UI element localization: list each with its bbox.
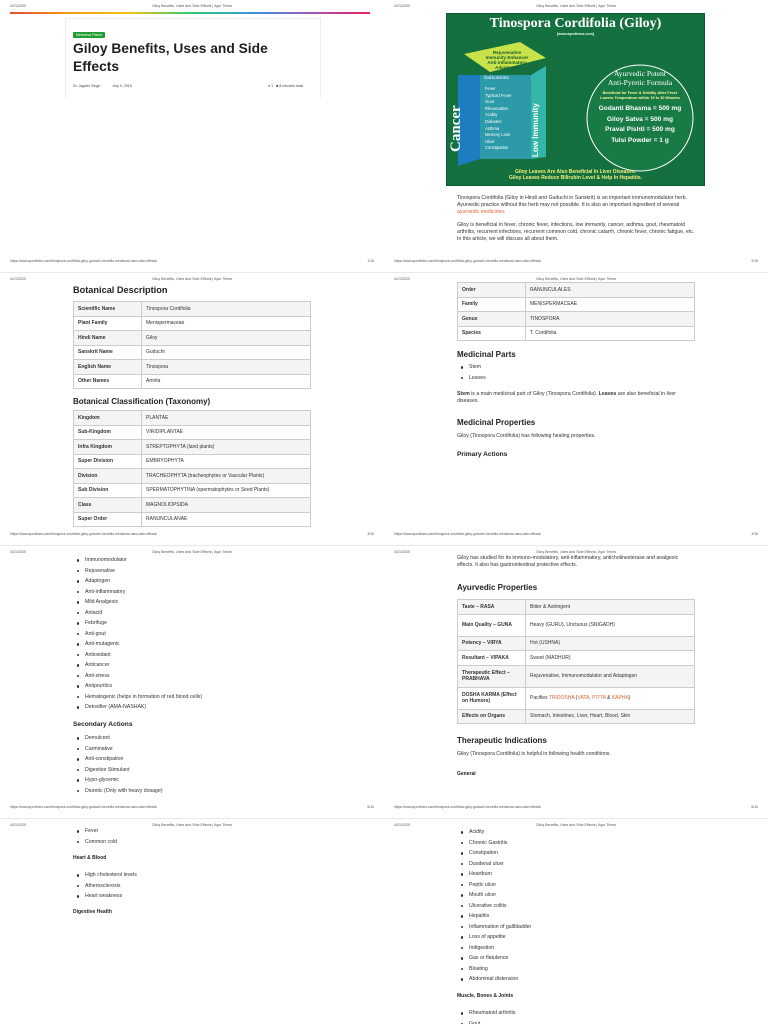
page-number: 4/16	[751, 532, 758, 536]
digestive-list: Acidity Chronic Gastritis Constipation Duodenal ulcer Heartburn Peptic ulcer Mouth ulcer Ulcerative colitis Hepatitis Inflammation of gallbladder Loss of appetite Indigestion Gas or flatulence Bloating Abdominal distension	[457, 827, 531, 985]
author-name[interactable]: Dr. Jagdev Singh	[73, 84, 101, 88]
print-date: 4/21/2020	[394, 550, 410, 554]
page-8	[384, 819, 768, 1024]
print-title: Giloy Benefits, Uses and Side Effects | Ayur Times	[535, 277, 617, 281]
print-date: 4/21/2020	[10, 550, 26, 554]
muscle-bones-list: Rheumatoid arthritis Gout	[457, 1008, 515, 1024]
print-url: https://www.ayurtimes.com/tinospora-cordifolia-giloy-guduchi-benefits-medicinal-uses-side-effects/	[10, 805, 158, 809]
page-4	[384, 273, 768, 546]
indications-list: Fever Typhoid Fever Gout Rheumatism Acidity Diabetes Asthma Memory Loss Ulcer Constipation	[485, 86, 512, 151]
taxonomy-table-continued: Order RANUNCULALES Family MENISPERMACEAE Genus TINOSPORA Species T. Cordifolia	[457, 282, 695, 341]
page-6	[384, 546, 768, 819]
indications-title: Indications	[484, 75, 509, 81]
ayurvedic-properties-table: Taste – RASA Bitter & Astringent Main Quality – GUNA Heavy (GURU), Unctuous (SNIGADH) Potency – VIRYA Hot (USHNA) Resultant – VIPAKA Sweet (MADHUR) Therapeutic Effect – PRABHAVA Rejuvenative, Immunomodulator and Adaptogen DOSHA KARMA (Effect on Humors) Pacifies TRIDOSHA (VATA, PITTA & KAPHA) Effects on Organs Stomach, Intestines, Liver, Heart, Blood, Skin	[457, 599, 695, 724]
ayurvedic-medicines-link[interactable]: ayurvedic medicines	[457, 209, 504, 216]
taxonomy-heading: Botanical Classification (Taxonomy)	[73, 397, 211, 406]
print-date: 4/21/2020	[394, 4, 410, 8]
botanical-table: Scientific Name Tinospora Cordifolia Plant Family Menispermaceae Hindi Name Giloy Sanskrit Name Guduchi English Name Tinospora Other Names Amrita	[73, 301, 311, 389]
cancer-label: Cancer	[448, 105, 464, 152]
clock-icon: ■	[276, 84, 279, 88]
print-url: https://www.ayurtimes.com/tinospora-cordifolia-giloy-guduchi-benefits-medicinal-uses-side-effects/	[394, 259, 542, 263]
vata-link[interactable]: VATA	[577, 695, 590, 701]
ayurvedic-properties-heading: Ayurvedic Properties	[457, 583, 538, 592]
page-number: 1/16	[367, 259, 374, 263]
intro-text: Tinospora Cordifolia (Giloy in Hindi and Guduchi in Sanskrit) is an important immunomodulator herb. Ayurvedic practice without this herb may not possible. It is also an important ingredient of several ayurvedic medicines. Giloy is beneficial in fever, chronic fever, infections, low immunity, cancer, asthma, gout, rheumatoid arthritis, recurrent infections, recurrent common cold, chronic catarrh, chronic fever, chronic fatigue, etc. In this article, we will discuss all about them.	[457, 195, 695, 243]
print-date: 4/21/2020	[10, 277, 26, 281]
rainbow-bar	[10, 12, 370, 14]
poster-site: [www.ayurtimes.com]	[556, 32, 594, 36]
print-url: https://www.ayurtimes.com/tinospora-cordifolia-giloy-guduchi-benefits-medicinal-uses-side-effects/	[394, 805, 542, 809]
page-number: 2/16	[751, 259, 758, 263]
page-3	[0, 273, 384, 546]
medicinal-parts-text: Stem is a main medicinal part of Giloy (Tinospora Cordifolia). Leaves are also beneficial in liver diseases.	[457, 391, 676, 405]
medicinal-properties-heading: Medicinal Properties	[457, 418, 536, 427]
page-5	[0, 546, 384, 819]
low-immunity-label: Low Immunity	[531, 103, 540, 157]
print-date: 4/21/2020	[394, 823, 410, 827]
formula-text: Ayurvedic Potent Anti-Pyretic Formula Beneficial for Fever & Debility After Fever Lowers Temperature within 15 to 30 Minutes Godanti Bhasma = 500 mg Giloy Satva = 500 mg Praval Pishti = 500 mg Tulsi Powder = 1 g	[598, 69, 682, 144]
print-title: Giloy Benefits, Uses and Side Effects | Ayur Times	[535, 823, 617, 827]
secondary-actions-list: Demulcent Carminative Anti-constipation Digestive Stimulant Hypo-glycemic Diuretic (Only with heavy dosage)	[73, 733, 163, 796]
top-actions: Rejuvenative Immunity Enhancer Anti-inflammatory Adaptogen	[485, 50, 529, 70]
print-url: https://www.ayurtimes.com/tinospora-cordifolia-giloy-guduchi-benefits-medicinal-uses-side-effects/	[10, 259, 158, 263]
therapeutic-indications-heading: Therapeutic Indications	[457, 736, 547, 745]
article-heading: Giloy Benefits, Uses and Side Effects	[73, 41, 268, 74]
print-url: https://www.ayurtimes.com/tinospora-cordifolia-giloy-guduchi-benefits-medicinal-uses-side-effects/	[394, 532, 542, 536]
therapeutic-text: Giloy (Tinospora Cordifolia) is helpful in following health conditions.	[457, 751, 611, 757]
page-7	[0, 819, 384, 1024]
print-title: Giloy Benefits, Uses and Side Effects | Ayur Times	[535, 4, 617, 8]
properties-text: Giloy (Tinospora Cordifolia) has following healing properties.	[457, 433, 596, 439]
heart-blood-list: High cholesterol levels Atherosclerosis Heart weakness	[73, 870, 137, 902]
print-title: Giloy Benefits, Uses and Side Effects | Ayur Times	[535, 550, 617, 554]
digestive-health-heading: Digestive Health	[73, 909, 112, 915]
page-1	[0, 0, 384, 273]
print-date: 4/21/2020	[10, 823, 26, 827]
read-time: 8 minutes read	[279, 84, 304, 88]
tridosha-link[interactable]: TRIDOSHA	[548, 695, 575, 701]
primary-actions-heading: Primary Actions	[457, 451, 508, 458]
pitta-link[interactable]: PITTA	[592, 695, 606, 701]
print-title: Giloy Benefits, Uses and Side Effects | Ayur Times	[151, 823, 233, 827]
comment-icon: ●	[268, 84, 271, 88]
print-date: 4/21/2020	[10, 4, 26, 8]
publish-date: July 9, 2015	[112, 84, 132, 88]
general-heading: General	[457, 771, 476, 777]
primary-actions-list: Immunomodulator Rejuvenative Adaptogen Anti-inflammatory Mild Analgesic Antacid Febrifuge Anti-gout Anti-mutagenic Antioxidant Anticancer Anti-stress Antipruritics Hematogenic (helps in formation of red blood cells) Detoxifier (AMA-NASHAK)	[73, 555, 202, 713]
secondary-actions-heading: Secondary Actions	[73, 721, 133, 728]
print-title: Giloy Benefits, Uses and Side Effects | Ayur Times	[151, 277, 233, 281]
print-url: https://www.ayurtimes.com/tinospora-cordifolia-giloy-guduchi-benefits-medicinal-uses-side-effects/	[10, 532, 158, 536]
medicinal-parts-list: Stem Leaves	[457, 362, 486, 383]
botanical-description-heading: Botanical Description	[73, 285, 168, 295]
print-title: Giloy Benefits, Uses and Side Effects | Ayur Times	[151, 4, 233, 8]
giloy-infographic	[446, 13, 705, 186]
general-list: Fever Common cold	[73, 826, 117, 847]
poster-title: Tinospora Cordifolia (Giloy)	[489, 16, 662, 31]
page-number: 5/16	[367, 805, 374, 809]
taxonomy-table: Kingdom PLANTAE Sub-Kingdom VIRIDIPLANTAE Infra Kingdom STREPTOPHYTA (land plants) Super Division EMBRYOPHYTA Division TRACHEOPHYTA (tracheophytes or Vascular Plants) Sub Division SPERMATOPHYTINA (spermatophytes or Seed Plants) Class MAGNOLIOPSIDA Super Order RANUNCULANAE	[73, 410, 311, 527]
page-number: 3/16	[367, 532, 374, 536]
muscle-bones-heading: Muscle, Bones & Joints	[457, 993, 514, 999]
print-title: Giloy Benefits, Uses and Side Effects | Ayur Times	[151, 550, 233, 554]
page-number: 6/16	[751, 805, 758, 809]
print-date: 4/21/2020	[394, 277, 410, 281]
medicinal-parts-heading: Medicinal Parts	[457, 350, 516, 359]
studies-text: Giloy has studied for its immuno-modulatory, anti-inflammatory, anticholinesterase and analgesic effects. It also has gastrointestinal protective effects.	[457, 555, 679, 569]
heart-blood-heading: Heart & Blood	[73, 855, 107, 861]
comment-count[interactable]: 1	[271, 84, 274, 88]
kapha-link[interactable]: KAPHA	[611, 695, 629, 701]
poster-footer: Giloy Leaves Are Also Beneficial In Liver Diseases. Giloy Leaves Reduce Bilirubin Level & Help In Hepatitis.	[508, 169, 643, 182]
category-tag[interactable]: Medicinal Plants	[73, 32, 105, 38]
